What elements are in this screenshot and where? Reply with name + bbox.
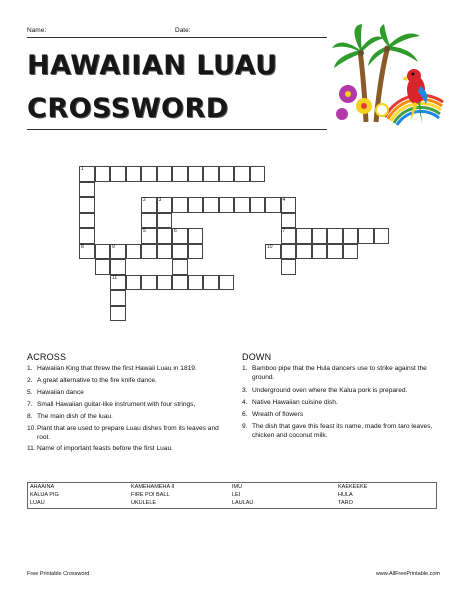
crossword-cell[interactable] [374,228,390,244]
date-label: Date: [175,27,191,34]
crossword-cell[interactable] [79,244,95,260]
down-clue [242,411,442,420]
crossword-cell[interactable] [110,306,126,322]
clue-text: The main dish of the luau. [37,413,113,420]
crossword-cell[interactable] [172,197,188,213]
crossword-cell[interactable] [157,213,173,229]
crossword-cell[interactable] [141,213,157,229]
clue-number: 6. [242,411,248,418]
word-bank-word: FIRE POI BALL [131,492,170,498]
crossword-cell[interactable] [312,244,328,260]
crossword-cell[interactable] [358,228,374,244]
crossword-cell[interactable] [296,244,312,260]
across-heading: ACROSS [27,352,67,362]
crossword-cell[interactable] [110,290,126,306]
crossword-cell[interactable] [110,259,126,275]
crossword-cell[interactable] [172,166,188,182]
clue-text: Small Hawaiian guitar-like instrument with four strings, [37,401,196,408]
across-clue [27,377,227,386]
crossword-cell[interactable] [157,228,173,244]
word-bank-word: LEI [232,492,241,498]
clue-text: The dish that gave this feast its name, made from taro leaves, chicken and coconut milk. [252,423,433,439]
crossword-cell[interactable] [203,275,219,291]
word-bank-word: HULA [338,492,353,498]
crossword-cell[interactable] [141,197,157,213]
crossword-cell[interactable] [172,228,188,244]
clue-text: Plant that are used to prepare Luau dishes from its leaves and root. [37,425,219,441]
down-clue [242,387,442,396]
crossword-cell[interactable] [188,197,204,213]
crossword-cell[interactable] [79,197,95,213]
clue-text: Underground oven where the Kalua pork is prepared. [252,387,408,394]
word-bank-word: IMU [232,484,243,490]
cell-number: 5 [143,228,146,234]
crossword-cell[interactable] [188,244,204,260]
cell-number: 1 [81,166,84,172]
word-bank-word: KAEKEEKE [338,484,368,490]
cell-number: 6 [174,228,177,234]
crossword-cell[interactable] [296,228,312,244]
crossword-cell[interactable] [219,197,235,213]
crossword-cell[interactable] [79,213,95,229]
down-clue [242,399,442,408]
clue-text: Bamboo pipe that the Hula dancers use to strike against the ground. [252,365,427,381]
crossword-cell[interactable] [79,228,95,244]
crossword-cell[interactable] [281,244,297,260]
crossword-cell[interactable] [219,275,235,291]
crossword-cell[interactable] [126,244,142,260]
clue-text: A great alternative to the fire knife dance. [37,377,157,384]
crossword-cell[interactable] [172,244,188,260]
word-bank-word: KĀLUA PIG [30,492,59,498]
across-clue [27,389,227,398]
crossword-cell[interactable] [141,275,157,291]
clue-number: 11. [27,445,36,452]
name-label: Name: [27,27,47,34]
crossword-cell[interactable] [95,166,111,182]
crossword-cell[interactable] [327,228,343,244]
crossword-cell[interactable] [126,166,142,182]
crossword-cell[interactable] [312,228,328,244]
crossword-cell[interactable] [281,259,297,275]
crossword-cell[interactable] [250,197,266,213]
crossword-cell[interactable] [343,228,359,244]
clue-number: 2. [27,377,33,384]
clue-text: Wreath of flowers [252,411,304,418]
clue-text: Hawaiian King that threw the first Hawaii Luau in 1819. [37,365,197,372]
crossword-cell[interactable] [141,244,157,260]
crossword-cell[interactable] [343,244,359,260]
crossword-cell[interactable] [203,197,219,213]
crossword-cell[interactable] [141,166,157,182]
word-bank [27,482,437,509]
word-bank-word: KAMEHAMEHA II [131,484,175,490]
crossword-cell[interactable] [203,166,219,182]
cell-number: 3 [158,197,162,203]
down-heading: DOWN [242,352,272,362]
crossword-cell[interactable] [265,244,281,260]
footer-right-text: www.AllFreePrintable.com [375,571,440,577]
across-clue [27,425,227,442]
across-clue [27,445,227,454]
crossword-cell[interactable] [188,166,204,182]
word-bank-word: LAULAU [232,500,254,506]
crossword-cell[interactable] [281,228,297,244]
crossword-cell[interactable] [157,166,173,182]
crossword-cell[interactable] [141,228,157,244]
clue-number: 9. [242,423,248,430]
crossword-cell[interactable] [79,182,95,198]
crossword-cell[interactable] [157,244,173,260]
crossword-cell[interactable] [265,197,281,213]
crossword-cell[interactable] [157,275,173,291]
clue-text: Name of important feasts before the first Luau. [37,445,173,452]
cell-number: 4 [282,197,286,203]
crossword-cell[interactable] [110,275,126,291]
crossword-cell[interactable] [157,197,173,213]
across-clue [27,401,227,410]
crossword-cell[interactable] [250,166,266,182]
crossword-cell[interactable] [95,259,111,275]
title-line-1: HAWAIIAN LUAU [27,50,278,81]
clue-number: 10. [27,425,37,432]
crossword-cell[interactable] [79,166,95,182]
across-clue [27,413,227,422]
crossword-cell[interactable] [172,275,188,291]
crossword-cell[interactable] [219,166,235,182]
clue-number: 1. [242,365,248,372]
cell-number: 7 [282,228,286,234]
clue-number: 1. [27,365,33,372]
crossword-cell[interactable] [126,275,142,291]
word-bank-word: LUAU [30,500,45,506]
clue-text: Native Hawaiian cuisine dish. [252,399,338,406]
crossword-cell[interactable] [188,228,204,244]
word-bank-word: AHAAINA [30,484,55,490]
clue-number: 5. [27,389,33,396]
footer-left-text: Free Printable Crossword [27,571,90,577]
crossword-cell[interactable] [281,197,297,213]
clue-number: 7. [27,401,33,408]
cell-number: 2 [143,197,146,203]
crossword-cell[interactable] [110,244,126,260]
word-bank-word: UKULELE [131,500,157,506]
crossword-cell[interactable] [95,244,111,260]
cell-number: 10 [267,243,273,250]
clue-number: 8. [27,413,33,420]
across-clue [27,365,227,374]
crossword-cell[interactable] [234,197,250,213]
down-clue [242,365,442,382]
clue-number: 4. [242,399,248,406]
word-bank-word: TARO [338,500,353,506]
title-line-2: CROSSWORD [27,93,229,124]
crossword-cell[interactable] [110,166,126,182]
cell-number: 8 [81,243,84,250]
crossword-cell[interactable] [327,244,343,260]
crossword-cell[interactable] [188,275,204,291]
crossword-cell[interactable] [172,259,188,275]
clue-number: 3. [242,387,248,394]
clue-text: Hawaiian dance [37,389,84,396]
cell-number: 9 [112,243,115,250]
down-clue [242,423,442,440]
cell-number: 11 [112,274,118,281]
crossword-cell[interactable] [281,213,297,229]
crossword-cell[interactable] [234,166,250,182]
